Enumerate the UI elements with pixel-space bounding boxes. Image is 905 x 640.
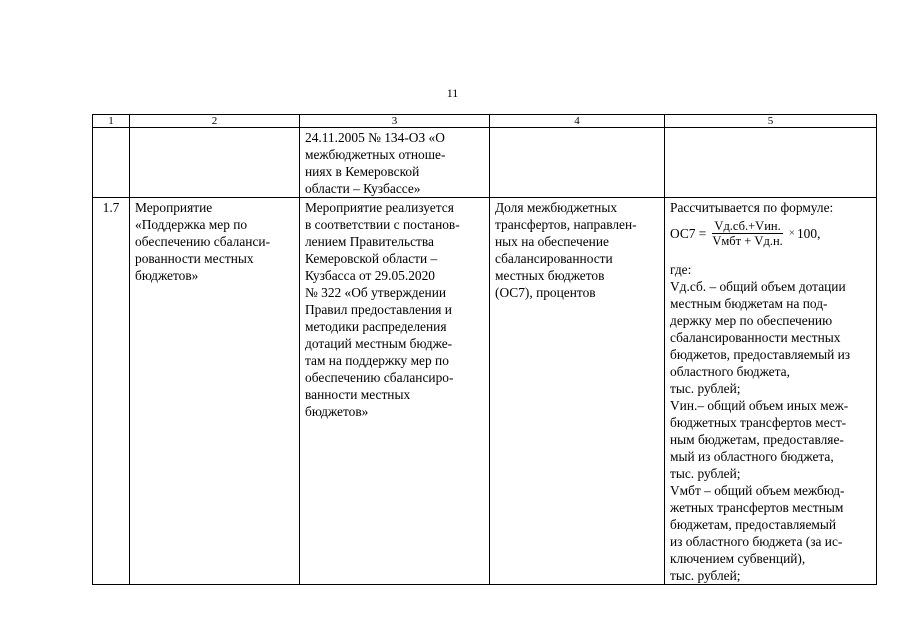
header-col-5: 5	[665, 115, 877, 128]
definition-line: тыс. рублей;	[670, 568, 741, 583]
continuation-row	[93, 128, 877, 198]
definition-line: жетных трансфертов местным	[670, 500, 844, 515]
event-name-line: обеспечению сбаланси-	[135, 234, 271, 249]
definition-line: держку мер по обеспечению	[670, 313, 833, 328]
indicator-line: трансфертов, направлен-	[495, 217, 637, 232]
legal-basis-line: там на поддержку мер по	[305, 353, 449, 368]
where-label: где:	[670, 262, 692, 277]
cont-cell-2	[130, 128, 300, 198]
method-cell	[665, 198, 877, 585]
definition-line: ным бюджетам, предоставляе-	[670, 432, 844, 447]
indicator-table	[92, 114, 877, 585]
legal-basis-line: дотаций местным бюдже-	[305, 336, 453, 351]
cont-text-line: межбюджетных отноше-	[305, 147, 446, 162]
cont-cell-4	[490, 128, 665, 198]
legal-basis-line: лением Правительства	[305, 234, 434, 249]
legal-basis-line: методики распределения	[305, 319, 447, 334]
legal-basis-line: Мероприятие реализуется	[305, 200, 454, 215]
cont-cell-5	[665, 128, 877, 198]
definition-line: Vд.сб. – общий объем дотации	[670, 279, 846, 294]
page-number: 11	[446, 86, 459, 100]
definition-line: областного бюджета,	[670, 364, 790, 379]
indicator-line: Доля межбюджетных	[495, 200, 618, 215]
formula	[670, 216, 871, 250]
definition-line: бюджетов, предоставляемый из	[670, 347, 851, 362]
definition-line: тыс. рублей;	[670, 381, 741, 396]
definition-line: мый из областного бюджета,	[670, 449, 834, 464]
definition-line: бюджетных трансфертов мест-	[670, 415, 847, 430]
row-1-7	[93, 198, 877, 585]
event-name-line: бюджетов»	[135, 268, 199, 283]
indicator-cell	[490, 198, 665, 585]
legal-basis-line: Правил предоставления и	[305, 302, 452, 317]
indicator-line: ных на обеспечение	[495, 234, 609, 249]
formula-lhs: ОС7 =	[670, 225, 707, 241]
cont-text-line: 24.11.2005 № 134-ОЗ «О	[305, 130, 445, 145]
spacer	[670, 250, 871, 261]
definition-line: бюджетам, предоставляемый	[670, 517, 837, 532]
legal-basis-line: Кузбасса от 29.05.2020	[305, 268, 435, 283]
legal-basis-cell	[300, 198, 490, 585]
definition-line: ключением субвенций),	[670, 551, 806, 566]
formula-fraction	[710, 219, 784, 248]
indicator-line: (ОС7), процентов	[495, 285, 596, 300]
event-name-cell	[130, 198, 300, 585]
multiply-sign: ×	[788, 226, 795, 239]
indicator-line: сбалансированности	[495, 251, 613, 266]
header-row	[93, 115, 877, 128]
legal-basis-line: ванности местных	[305, 387, 411, 402]
cont-cell-3	[300, 128, 490, 198]
formula-multiplier: 100,	[796, 225, 821, 241]
header-col-2: 2	[130, 115, 300, 128]
legal-basis-line: Кемеровской области –	[305, 251, 438, 266]
row-number: 1.7	[102, 200, 120, 215]
header-col-1: 1	[93, 115, 130, 128]
legal-basis-line: № 322 «Об утверждении	[305, 285, 447, 300]
formula-numerator: Vд.сб.+Vин.	[714, 218, 781, 233]
row-number-cell	[93, 198, 130, 585]
definition-line: Vин.– общий объем иных меж-	[670, 398, 849, 413]
definition-line: местным бюджетам на под-	[670, 296, 828, 311]
header-col-3: 3	[300, 115, 490, 128]
header-col-4: 4	[490, 115, 665, 128]
definition-line: тыс. рублей;	[670, 466, 741, 481]
legal-basis-line: в соответствии с постанов-	[305, 217, 460, 232]
cont-text-line: ниях в Кемеровской	[305, 164, 420, 179]
event-name-line: рованности местных	[135, 251, 254, 266]
method-intro: Рассчитывается по формуле:	[670, 200, 834, 215]
event-name-line: Мероприятие	[135, 200, 213, 215]
event-name-line: «Поддержка мер по	[135, 217, 248, 232]
definition-line: из областного бюджета (за ис-	[670, 534, 843, 549]
legal-basis-line: бюджетов»	[305, 404, 369, 419]
cont-cell-1	[93, 128, 130, 198]
formula-denominator: Vмбт + Vд.н.	[712, 233, 783, 248]
indicator-line: местных бюджетов	[495, 268, 605, 283]
legal-basis-line: обеспечению сбалансиро-	[305, 370, 454, 385]
definition-line: Vмбт – общий объем межбюд-	[670, 483, 845, 498]
cont-text-line: области – Кузбассе»	[305, 181, 421, 196]
definition-line: сбалансированности местных	[670, 330, 841, 345]
